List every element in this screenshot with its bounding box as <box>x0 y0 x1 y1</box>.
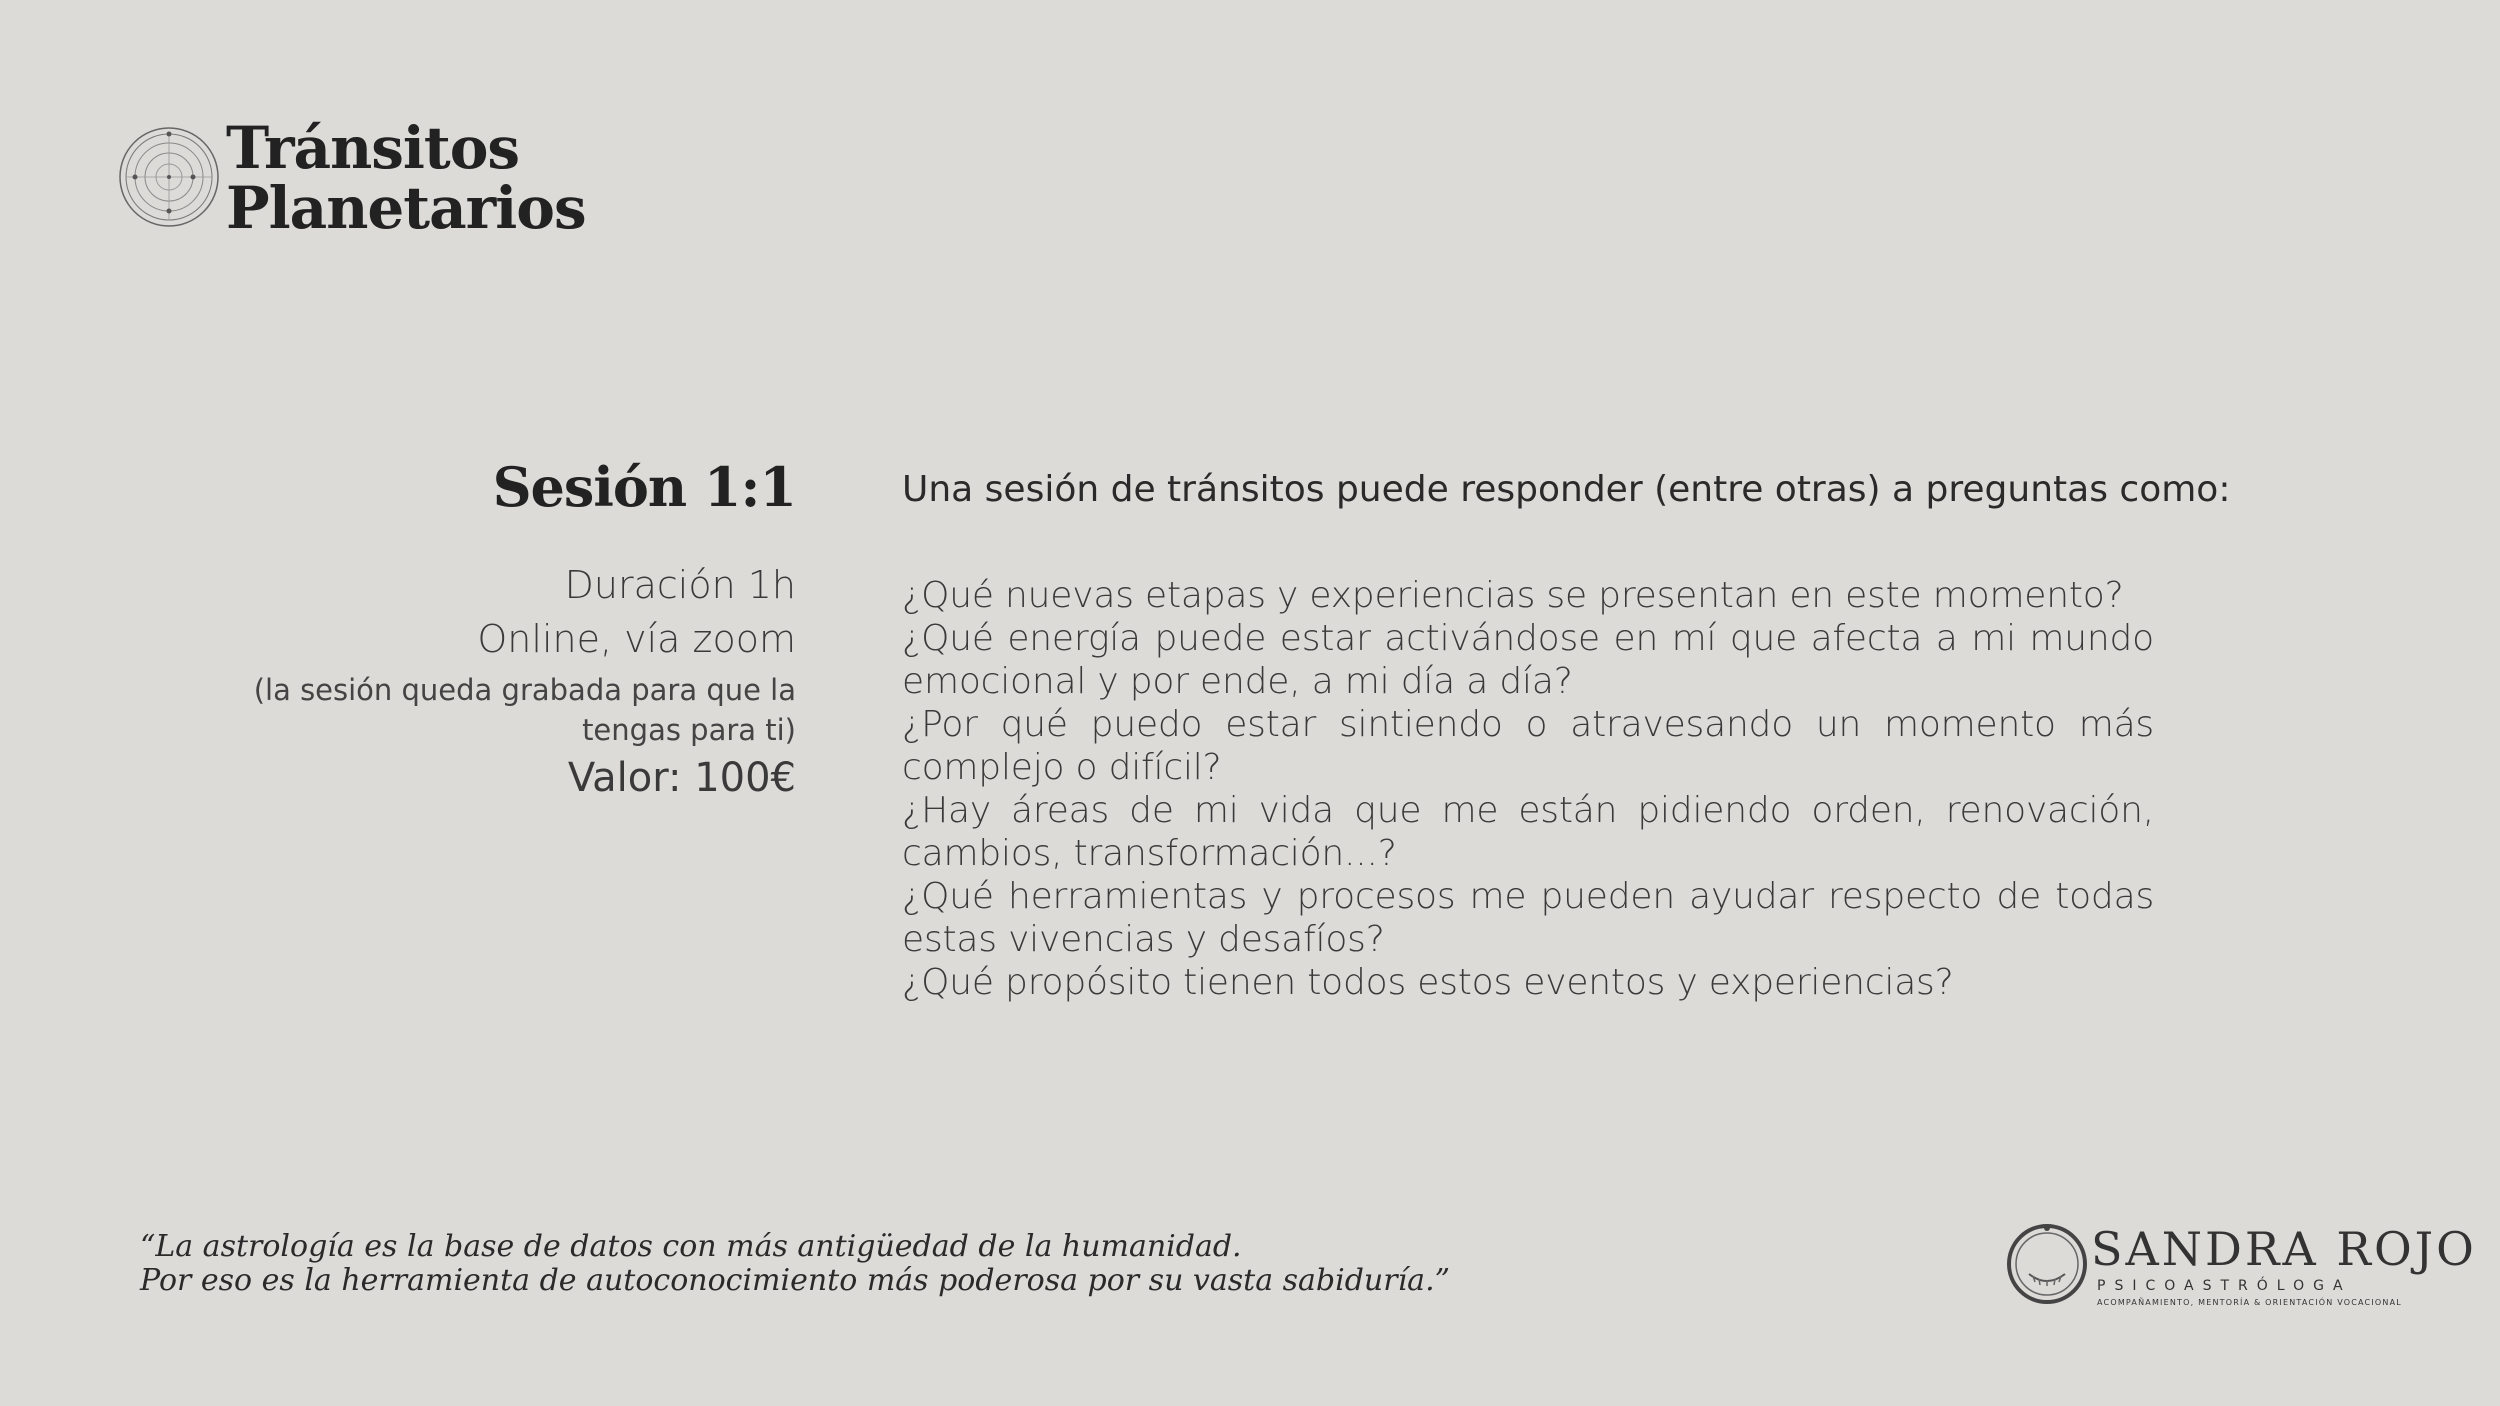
question-item: ¿Por qué puedo estar sintiendo o atravesando un momento más complejo o difícil? <box>902 704 2154 788</box>
logo-title-line1: Tránsitos <box>226 114 520 182</box>
question-item: ¿Qué propósito tienen todos estos eventos y experiencias? <box>902 962 1954 1003</box>
session-title: Sesión 1:1 <box>492 455 796 519</box>
quote-line1: “La astrología es la base de datos con más antigüedad de la humanidad. <box>140 1229 1242 1264</box>
session-duration: Duración 1h <box>564 563 796 607</box>
questions-list <box>902 574 2154 1004</box>
brand-name: SANDRA ROJO <box>2091 1222 2477 1276</box>
session-recording-note: (la sesión queda grabada para que la tengas para ti) <box>253 673 796 747</box>
question-item: ¿Qué energía puede estar activándose en mí que afecta a mi mundo emocional y por ende, a mi día a día? <box>902 618 2154 702</box>
intro-text: Una sesión de tránsitos puede responder (entre otras) a preguntas como: <box>902 469 2231 510</box>
session-info <box>200 452 796 806</box>
question-item: ¿Qué herramientas y procesos me pueden ayudar respecto de todas estas vivencias y desafíos? <box>902 876 2154 960</box>
brand-logo <box>2005 1222 2477 1312</box>
brand-role: PSICOASTRÓLOGA <box>2097 1278 2352 1294</box>
brand-tagline: ACOMPAÑAMIENTO, MENTORÍA & ORIENTACIÓN VOCACIONAL <box>2097 1298 2402 1307</box>
question-item: ¿Hay áreas de mi vida que me están pidiendo orden, renovación, cambios, transformación...? <box>902 790 2154 874</box>
quote-line2: Por eso es la herramienta de autoconocimiento más poderosa por su vasta sabiduría.” <box>140 1263 1450 1298</box>
session-price: Valor: 100€ <box>567 755 796 801</box>
session-description <box>902 462 2231 1004</box>
ouroboros-icon <box>2005 1222 2089 1306</box>
planetary-orbits-icon <box>118 126 220 228</box>
quote <box>140 1230 1450 1298</box>
question-item: ¿Qué nuevas etapas y experiencias se presentan en este momento? <box>902 575 2124 616</box>
session-mode: Online, vía zoom <box>477 617 796 661</box>
logo-title-line2: Planetarios <box>226 174 586 242</box>
logo-title <box>226 114 586 242</box>
